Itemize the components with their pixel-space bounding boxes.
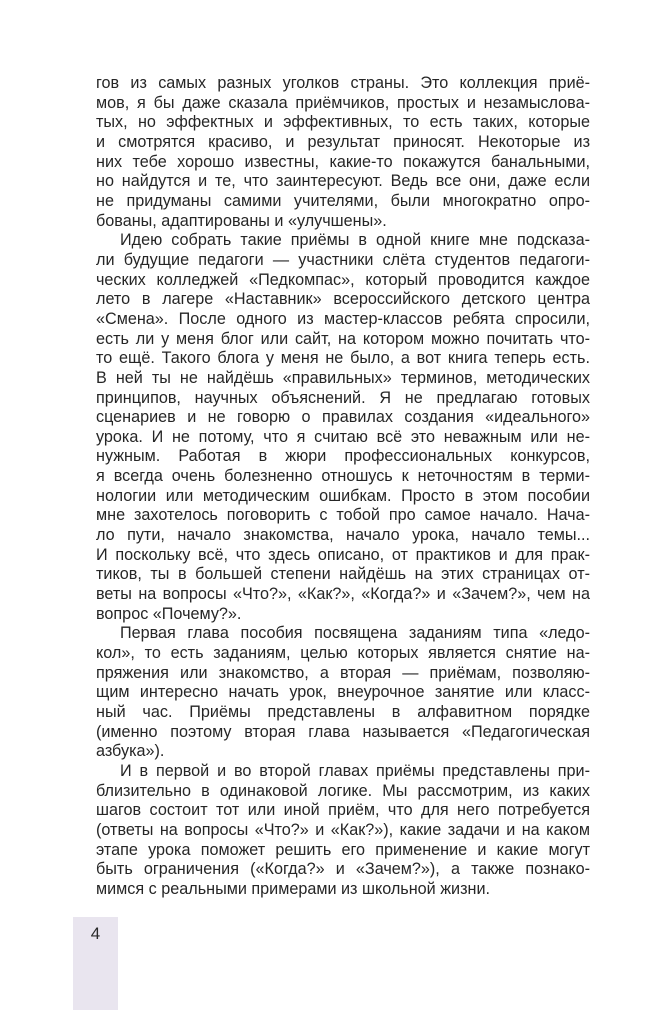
paragraph-4 — [96, 762, 590, 900]
text-line: бованы, адаптированы и «улучшены». — [96, 211, 387, 230]
text-line: вопрос «Почему?». — [96, 604, 242, 623]
text-line: щим интересно начать урок, внеурочное занятие или класс- — [96, 683, 590, 702]
text-line: мимся с реальными примерами из школьной жизни. — [96, 879, 490, 898]
text-line: этапе урока поможет решить его применение и какие могут — [96, 840, 590, 859]
paragraph-1 — [96, 74, 590, 231]
text-line: есть ли у меня блог или сайт, на котором можно почитать что- — [96, 329, 590, 348]
text-line: кол», то есть заданиям, целью которых является снятие на- — [96, 644, 590, 663]
text-line: И в первой и во второй главах приёмы представлены при- — [120, 761, 590, 780]
text-line: нужным. Работая в жюри профессиональных конкурсов, — [96, 447, 590, 466]
text-line: Идею собрать такие приёмы в одной книге мне подсказа- — [120, 231, 590, 250]
text-line: ный час. Приёмы представлены в алфавитном порядке — [96, 703, 590, 721]
page-number-tab — [73, 917, 118, 1010]
text-line: Первая глава пособия посвящена заданиям типа «ледо- — [120, 624, 590, 643]
text-line: урока. И не потому, что я считаю всё это неважным или не- — [96, 427, 590, 446]
text-line: то ещё. Такого блога у меня не было, а вот книга теперь есть. — [96, 349, 590, 368]
text-line: гов из самых разных уголков страны. Это коллекция приё- — [96, 74, 590, 92]
text-line: и смотрятся красиво, и результат приносят. Некоторые из — [96, 132, 590, 151]
text-line: В ней ты не найдёшь «правильных» терминов, методических — [96, 368, 590, 387]
text-line: «Смена». После одного из мастер-классов ребята спросили, — [96, 309, 590, 328]
text-line: азбука»). — [96, 742, 165, 761]
text-line: веты на вопросы «Что?», «Как?», «Когда?» и «Зачем?», чем на — [96, 585, 590, 604]
text-line: быть ограничения («Когда?» и «Зачем?»), а также познако- — [96, 860, 590, 879]
text-line: (ответы на вопросы «Что?» и «Как?»), какие задачи и на каком — [96, 820, 590, 839]
text-line: мов, я бы даже сказала приёмчиков, простых и незамыслова- — [96, 93, 590, 112]
paragraph-3 — [96, 624, 590, 762]
text-line: пряжения или знакомство, а вторая — приёмам, позволяю- — [96, 663, 590, 682]
text-line: (именно поэтому вторая глава называется «Педагогическая — [96, 722, 590, 741]
text-line: них тебе хорошо известны, какие-то покажутся банальными, — [96, 152, 590, 171]
paragraph-2 — [96, 231, 590, 624]
page-body-text — [96, 74, 590, 900]
text-line: не придуманы самими учителями, были многократно опро- — [96, 191, 590, 210]
text-line: нологии или методическим ошибкам. Просто в этом пособии — [96, 486, 590, 505]
text-line: ли будущие педагоги — участники слёта студентов педагоги- — [96, 250, 590, 269]
page-number: 4 — [90, 924, 101, 943]
text-line: но найдутся и те, что заинтересуют. Ведь все они, даже если — [96, 172, 590, 191]
text-line: шагов состоит тот или иной приём, что для него потребуется — [96, 801, 590, 820]
text-line: лето в лагере «Наставник» всероссийского детского центра — [96, 290, 590, 309]
text-line: близительно в одинаковой логике. Мы рассмотрим, из каких — [96, 781, 590, 800]
text-line: ло пути, начало знакомства, начало урока, начало темы... — [96, 526, 590, 545]
text-line: мне захотелось поговорить с тобой про самое начало. Нача- — [96, 506, 590, 525]
text-line: тых, но эффектных и эффективных, то есть таких, которые — [96, 113, 590, 132]
text-line: ческих колледжей «Педкомпас», который проводится каждое — [96, 270, 590, 289]
text-line: сценариев и не говорю о правилах создания «идеального» — [96, 408, 590, 427]
text-line: тиков, ты в большей степени найдёшь на этих страницах от- — [96, 565, 590, 584]
text-line: принципов, научных объяснений. Я не предлагаю готовых — [96, 388, 590, 407]
text-line: я всегда очень болезненно отношусь к неточностям в терми- — [96, 467, 590, 486]
text-line: И поскольку всё, что здесь описано, от практиков и для прак- — [96, 545, 590, 564]
